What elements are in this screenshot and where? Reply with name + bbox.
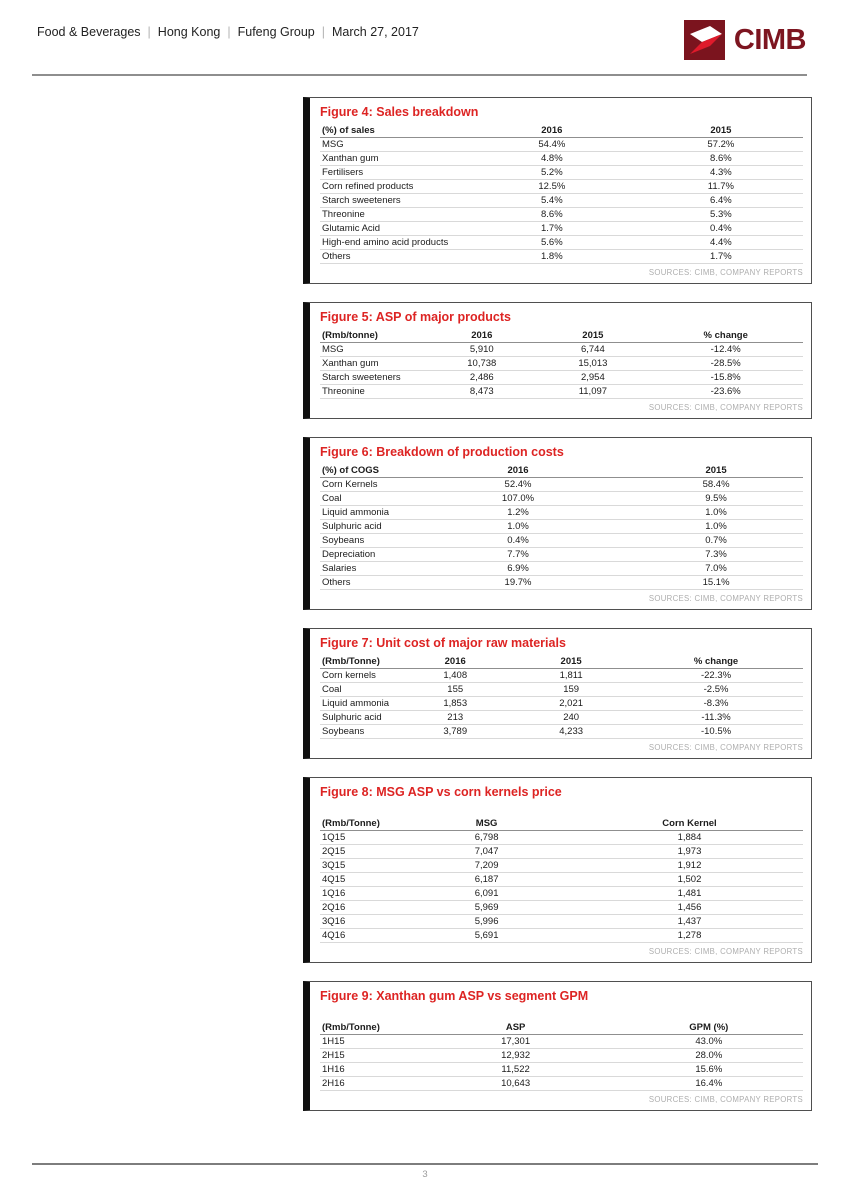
table-cell: 155 <box>397 683 513 697</box>
table-cell: Threonine <box>320 385 426 399</box>
table-cell: 0.4% <box>639 222 803 236</box>
table-row <box>320 915 803 929</box>
table-cell: Glutamic Acid <box>320 222 465 236</box>
table-cell: 1.0% <box>629 520 803 534</box>
table-body <box>320 1035 803 1091</box>
table-cell: Xanthan gum <box>320 152 465 166</box>
table-row <box>320 166 803 180</box>
table-cell: 10,738 <box>426 357 537 371</box>
table-cell: 11,097 <box>537 385 648 399</box>
table-row <box>320 236 803 250</box>
table-cell: 1,456 <box>576 901 803 915</box>
sources-note: SOURCES: CIMB, COMPANY REPORTS <box>648 594 803 603</box>
table-cell: 0.7% <box>629 534 803 548</box>
table-header-row <box>320 329 803 343</box>
table-row <box>320 831 803 845</box>
table-cell: 1.0% <box>629 506 803 520</box>
table-header-cell: % change <box>648 329 803 343</box>
sources-note: SOURCES: CIMB, COMPANY REPORTS <box>648 268 803 277</box>
table-cell: 2,021 <box>513 697 629 711</box>
table-row <box>320 222 803 236</box>
title-spacer <box>320 1008 803 1021</box>
table-cell: 2H15 <box>320 1049 417 1063</box>
figure-box <box>303 302 812 419</box>
table-cell: -22.3% <box>629 669 803 683</box>
table-cell: Coal <box>320 492 407 506</box>
figure-title: Figure 6: Breakdown of production costs <box>320 445 564 459</box>
table-cell: 8.6% <box>465 208 639 222</box>
breadcrumb-region: Hong Kong <box>157 25 221 39</box>
table-cell: 7.0% <box>629 562 803 576</box>
cimb-logo <box>683 20 806 60</box>
breadcrumb <box>37 25 419 39</box>
figure-box <box>303 628 812 759</box>
figure-table <box>320 1021 803 1091</box>
table-cell: 1,437 <box>576 915 803 929</box>
table-cell: 4.4% <box>639 236 803 250</box>
table-cell: Liquid ammonia <box>320 506 407 520</box>
table-cell: -12.4% <box>648 343 803 357</box>
table-row <box>320 385 803 399</box>
table-header-cell: (%) of sales <box>320 124 465 138</box>
table-cell: 28.0% <box>615 1049 803 1063</box>
table-header-cell: (Rmb/Tonne) <box>320 655 397 669</box>
sources-note: SOURCES: CIMB, COMPANY REPORTS <box>648 403 803 412</box>
figures-container <box>303 97 812 1129</box>
table-row <box>320 725 803 739</box>
figure-title: Figure 7: Unit cost of major raw materials <box>320 636 566 650</box>
table-cell: -11.3% <box>629 711 803 725</box>
sources-note: SOURCES: CIMB, COMPANY REPORTS <box>648 1095 803 1104</box>
table-head <box>320 329 803 343</box>
table-cell: 1Q15 <box>320 831 397 845</box>
table-cell: Corn kernels <box>320 669 397 683</box>
table-cell: 3,789 <box>397 725 513 739</box>
table-cell: 3Q15 <box>320 859 397 873</box>
table-body <box>320 343 803 399</box>
table-cell: 4Q15 <box>320 873 397 887</box>
page-number: 3 <box>422 1169 428 1180</box>
table-cell: 7.3% <box>629 548 803 562</box>
table-cell: 1H16 <box>320 1063 417 1077</box>
table-cell: 8.6% <box>639 152 803 166</box>
table-header-cell: (Rmb/Tonne) <box>320 1021 417 1035</box>
table-body <box>320 831 803 943</box>
table-row <box>320 901 803 915</box>
footer-rule <box>32 1163 818 1165</box>
breadcrumb-sector: Food & Beverages <box>37 25 141 39</box>
table-row <box>320 208 803 222</box>
figure-table <box>320 817 803 943</box>
table-cell: Corn refined products <box>320 180 465 194</box>
table-row <box>320 711 803 725</box>
sources-note: SOURCES: CIMB, COMPANY REPORTS <box>648 947 803 956</box>
table-cell: 1,502 <box>576 873 803 887</box>
table-cell: Liquid ammonia <box>320 697 397 711</box>
table-row <box>320 371 803 385</box>
table-row <box>320 478 803 492</box>
table-cell: 12.5% <box>465 180 639 194</box>
table-head <box>320 817 803 831</box>
table-cell: 10,643 <box>417 1077 615 1091</box>
table-cell: 2Q15 <box>320 845 397 859</box>
breadcrumb-separator: | <box>147 25 151 39</box>
table-cell: 1,912 <box>576 859 803 873</box>
table-cell: 6,744 <box>537 343 648 357</box>
cimb-logo-text: CIMB <box>733 23 806 56</box>
table-cell: 52.4% <box>407 478 629 492</box>
table-header-row <box>320 464 803 478</box>
figure-title: Figure 9: Xanthan gum ASP vs segment GPM <box>320 989 589 1003</box>
table-cell: 6.4% <box>639 194 803 208</box>
table-header-cell: 2016 <box>397 655 513 669</box>
table-head <box>320 464 803 478</box>
table-cell: 5.6% <box>465 236 639 250</box>
table-cell: MSG <box>320 343 426 357</box>
table-cell: 1,278 <box>576 929 803 943</box>
table-header-row <box>320 655 803 669</box>
header-rule <box>32 74 807 76</box>
figure-box <box>303 437 812 610</box>
table-cell: 4,233 <box>513 725 629 739</box>
table-cell: 11,522 <box>417 1063 615 1077</box>
table-cell: 12,932 <box>417 1049 615 1063</box>
table-cell: 1.0% <box>407 520 629 534</box>
table-cell: 8,473 <box>426 385 537 399</box>
table-cell: Sulphuric acid <box>320 520 407 534</box>
table-header-row <box>320 124 803 138</box>
table-header-cell: 2016 <box>407 464 629 478</box>
figure-box <box>303 97 812 284</box>
table-row <box>320 1035 803 1049</box>
table-cell: 15.6% <box>615 1063 803 1077</box>
table-cell: 6,091 <box>397 887 576 901</box>
table-cell: Coal <box>320 683 397 697</box>
table-head <box>320 124 803 138</box>
table-header-cell: 2015 <box>537 329 648 343</box>
table-cell: Others <box>320 576 407 590</box>
table-header-cell: GPM (%) <box>615 1021 803 1035</box>
table-row <box>320 250 803 264</box>
table-cell: 1.2% <box>407 506 629 520</box>
table-cell: 1,973 <box>576 845 803 859</box>
table-cell: 2,954 <box>537 371 648 385</box>
table-cell: 3Q16 <box>320 915 397 929</box>
figure-title: Figure 4: Sales breakdown <box>320 105 479 119</box>
table-header-cell: (%) of COGS <box>320 464 407 478</box>
table-cell: 159 <box>513 683 629 697</box>
figure-box <box>303 777 812 963</box>
table-cell: 1,884 <box>576 831 803 845</box>
table-row <box>320 887 803 901</box>
figure-table <box>320 655 803 739</box>
table-cell: 7,047 <box>397 845 576 859</box>
table-cell: 1.8% <box>465 250 639 264</box>
table-cell: 6,187 <box>397 873 576 887</box>
table-row <box>320 1063 803 1077</box>
table-row <box>320 562 803 576</box>
table-cell: 43.0% <box>615 1035 803 1049</box>
table-row <box>320 929 803 943</box>
sources-note: SOURCES: CIMB, COMPANY REPORTS <box>648 743 803 752</box>
table-head <box>320 655 803 669</box>
figure-title: Figure 8: MSG ASP vs corn kernels price <box>320 785 562 799</box>
table-cell: Corn Kernels <box>320 478 407 492</box>
table-cell: 2H16 <box>320 1077 417 1091</box>
table-row <box>320 576 803 590</box>
table-cell: 1,481 <box>576 887 803 901</box>
table-cell: 16.4% <box>615 1077 803 1091</box>
table-cell: Threonine <box>320 208 465 222</box>
table-cell: 19.7% <box>407 576 629 590</box>
table-row <box>320 1049 803 1063</box>
table-cell: 58.4% <box>629 478 803 492</box>
table-cell: High-end amino acid products <box>320 236 465 250</box>
table-cell: Soybeans <box>320 725 397 739</box>
table-row <box>320 1077 803 1091</box>
table-cell: 5,969 <box>397 901 576 915</box>
table-row <box>320 343 803 357</box>
figure-box <box>303 981 812 1111</box>
table-cell: 1Q16 <box>320 887 397 901</box>
table-cell: 4.8% <box>465 152 639 166</box>
table-cell: 5.4% <box>465 194 639 208</box>
table-row <box>320 669 803 683</box>
table-header-cell: 2015 <box>629 464 803 478</box>
table-header-cell: (Rmb/Tonne) <box>320 817 397 831</box>
table-row <box>320 534 803 548</box>
table-cell: 1,811 <box>513 669 629 683</box>
table-cell: Salaries <box>320 562 407 576</box>
table-body <box>320 669 803 739</box>
table-body <box>320 138 803 264</box>
table-header-cell: ASP <box>417 1021 615 1035</box>
table-row <box>320 180 803 194</box>
table-cell: Xanthan gum <box>320 357 426 371</box>
table-cell: 2,486 <box>426 371 537 385</box>
table-header-cell: % change <box>629 655 803 669</box>
breadcrumb-date: March 27, 2017 <box>332 25 419 39</box>
table-cell: 240 <box>513 711 629 725</box>
table-row <box>320 683 803 697</box>
table-header-cell: 2016 <box>426 329 537 343</box>
table-cell: Starch sweeteners <box>320 371 426 385</box>
table-cell: 4Q16 <box>320 929 397 943</box>
table-row <box>320 845 803 859</box>
breadcrumb-separator: | <box>227 25 231 39</box>
table-cell: 5,691 <box>397 929 576 943</box>
table-cell: Depreciation <box>320 548 407 562</box>
table-cell: -2.5% <box>629 683 803 697</box>
table-cell: 15.1% <box>629 576 803 590</box>
table-row <box>320 357 803 371</box>
table-cell: 6,798 <box>397 831 576 845</box>
table-cell: Others <box>320 250 465 264</box>
table-cell: 1.7% <box>465 222 639 236</box>
table-cell: 57.2% <box>639 138 803 152</box>
page-header <box>37 25 419 39</box>
figure-title: Figure 5: ASP of major products <box>320 310 511 324</box>
table-cell: 6.9% <box>407 562 629 576</box>
title-spacer <box>320 804 803 817</box>
table-cell: 7.7% <box>407 548 629 562</box>
table-row <box>320 697 803 711</box>
table-header-row <box>320 1021 803 1035</box>
table-row <box>320 194 803 208</box>
table-row <box>320 520 803 534</box>
table-cell: 15,013 <box>537 357 648 371</box>
table-cell: 11.7% <box>639 180 803 194</box>
table-cell: 1.7% <box>639 250 803 264</box>
table-row <box>320 492 803 506</box>
table-cell: 1,408 <box>397 669 513 683</box>
table-cell: -15.8% <box>648 371 803 385</box>
table-cell: -10.5% <box>629 725 803 739</box>
table-row <box>320 506 803 520</box>
table-cell: 5,910 <box>426 343 537 357</box>
table-cell: Sulphuric acid <box>320 711 397 725</box>
table-cell: 5.2% <box>465 166 639 180</box>
table-header-cell: 2015 <box>513 655 629 669</box>
table-cell: 0.4% <box>407 534 629 548</box>
table-cell: 213 <box>397 711 513 725</box>
table-cell: 107.0% <box>407 492 629 506</box>
table-header-cell: Corn Kernel <box>576 817 803 831</box>
table-cell: -8.3% <box>629 697 803 711</box>
table-header-cell: 2016 <box>465 124 639 138</box>
table-cell: 1H15 <box>320 1035 417 1049</box>
table-cell: Fertilisers <box>320 166 465 180</box>
table-cell: 9.5% <box>629 492 803 506</box>
table-cell: Soybeans <box>320 534 407 548</box>
table-header-cell: (Rmb/tonne) <box>320 329 426 343</box>
table-cell: 5.3% <box>639 208 803 222</box>
table-row <box>320 138 803 152</box>
table-body <box>320 478 803 590</box>
table-cell: 7,209 <box>397 859 576 873</box>
table-cell: 4.3% <box>639 166 803 180</box>
table-cell: 54.4% <box>465 138 639 152</box>
figure-table <box>320 329 803 399</box>
cimb-logo-icon <box>683 20 725 60</box>
table-cell: 1,853 <box>397 697 513 711</box>
table-cell: MSG <box>320 138 465 152</box>
figure-table <box>320 124 803 264</box>
table-row <box>320 548 803 562</box>
table-cell: -28.5% <box>648 357 803 371</box>
table-row <box>320 152 803 166</box>
table-head <box>320 1021 803 1035</box>
table-header-cell: 2015 <box>639 124 803 138</box>
breadcrumb-company: Fufeng Group <box>237 25 315 39</box>
breadcrumb-separator: | <box>321 25 325 39</box>
table-cell: -23.6% <box>648 385 803 399</box>
table-header-cell: MSG <box>397 817 576 831</box>
table-row <box>320 859 803 873</box>
table-cell: 5,996 <box>397 915 576 929</box>
table-header-row <box>320 817 803 831</box>
table-row <box>320 873 803 887</box>
table-cell: Starch sweeteners <box>320 194 465 208</box>
table-cell: 2Q16 <box>320 901 397 915</box>
table-cell: 17,301 <box>417 1035 615 1049</box>
figure-table <box>320 464 803 590</box>
